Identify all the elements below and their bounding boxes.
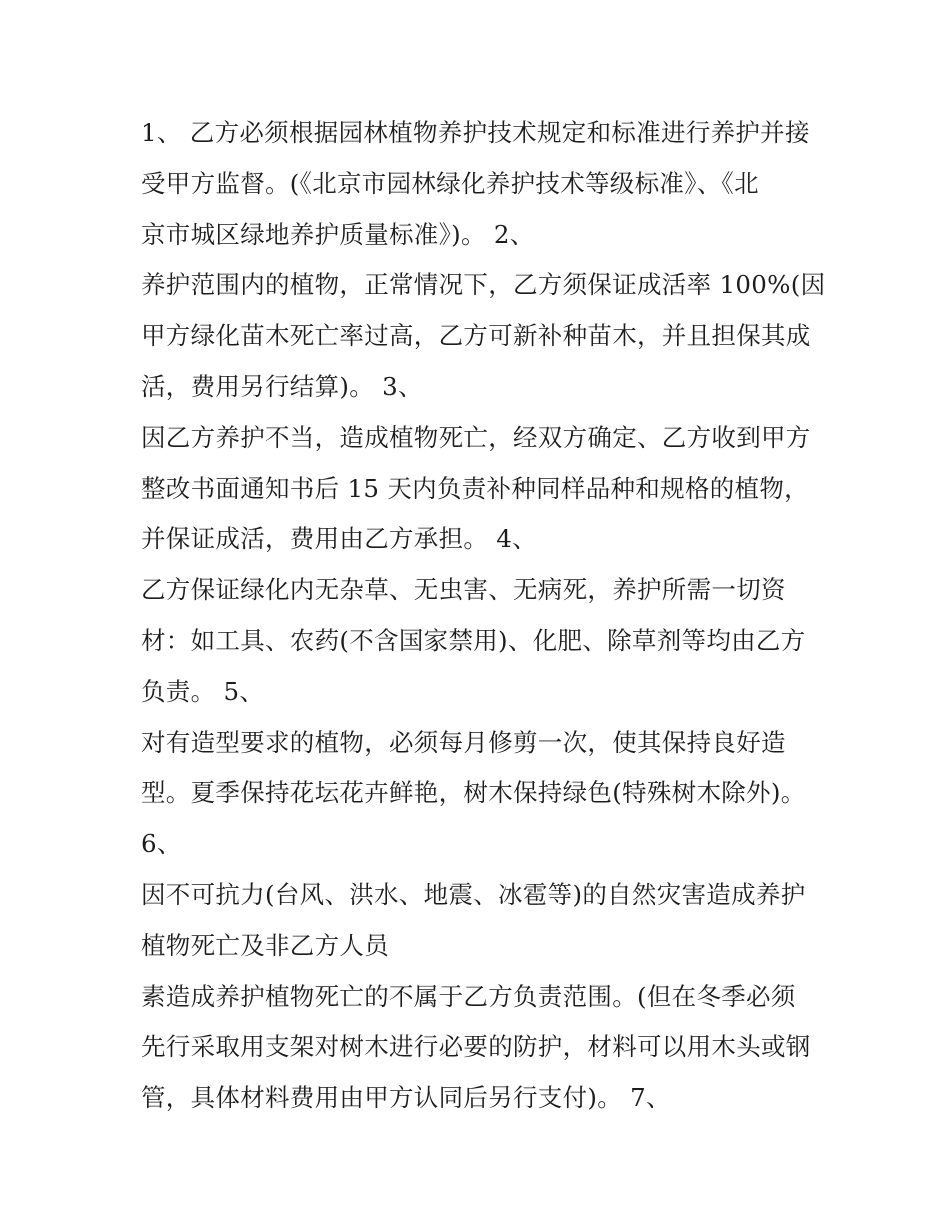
text-line: 1、 乙方必须根据园林植物养护技术规定和标准进行养护并接 [141,118,810,147]
text-line: 甲方绿化苗木死亡率过高，乙方可新补种苗木，并且担保其成 [141,321,811,351]
text-line: 管，具体材料费用由甲方认同后另行支付)。 7、 [141,1083,671,1113]
text-line: 并保证成活，费用由乙方承担。 4、 [141,524,537,554]
text-line: 活，费用另行结算)。 3、 [141,371,423,401]
text-line: 植物死亡及非乙方人员 [141,930,389,960]
text-line: 因乙方养护不当，造成植物死亡，经双方确定、乙方收到甲方 [141,422,811,452]
text-line: 京市城区绿地养护质量标准》)。 2、 [141,219,535,249]
text-line: 先行采取用支架对树木进行必要的防护，材料可以用木头或钢 [141,1032,811,1062]
text-line: 对有造型要求的植物，必须每月修剪一次，使其保持良好造 [141,727,786,757]
text-line: 素造成养护植物死亡的不属于乙方负责范围。(但在冬季必须 [141,981,796,1011]
text-line: 负责。 5、 [141,676,265,706]
text-line: 养护范围内的植物，正常情况下，乙方须保证成活率 100%(因 [141,270,826,300]
text-line: 6、 [141,829,182,859]
contract-text [141,108,826,1124]
text-line: 乙方保证绿化内无杂草、无虫害、无病死，养护所需一切资 [141,575,786,605]
text-line: 因不可抗力(台风、洪水、地震、冰雹等)的自然灾害造成养护 [141,879,806,909]
text-line: 型。夏季保持花坛花卉鲜艳，树木保持绿色(特殊树木除外)。 [141,778,806,808]
text-line: 受甲方监督。(《北京市园林绿化养护技术等级标准》、《北 [141,168,759,198]
text-line: 材：如工具、农药(不含国家禁用)、化肥、除草剂等均由乙方 [141,625,806,655]
text-line: 整改书面通知书后 15 天内负责补种同样品种和规格的植物， [141,473,809,503]
